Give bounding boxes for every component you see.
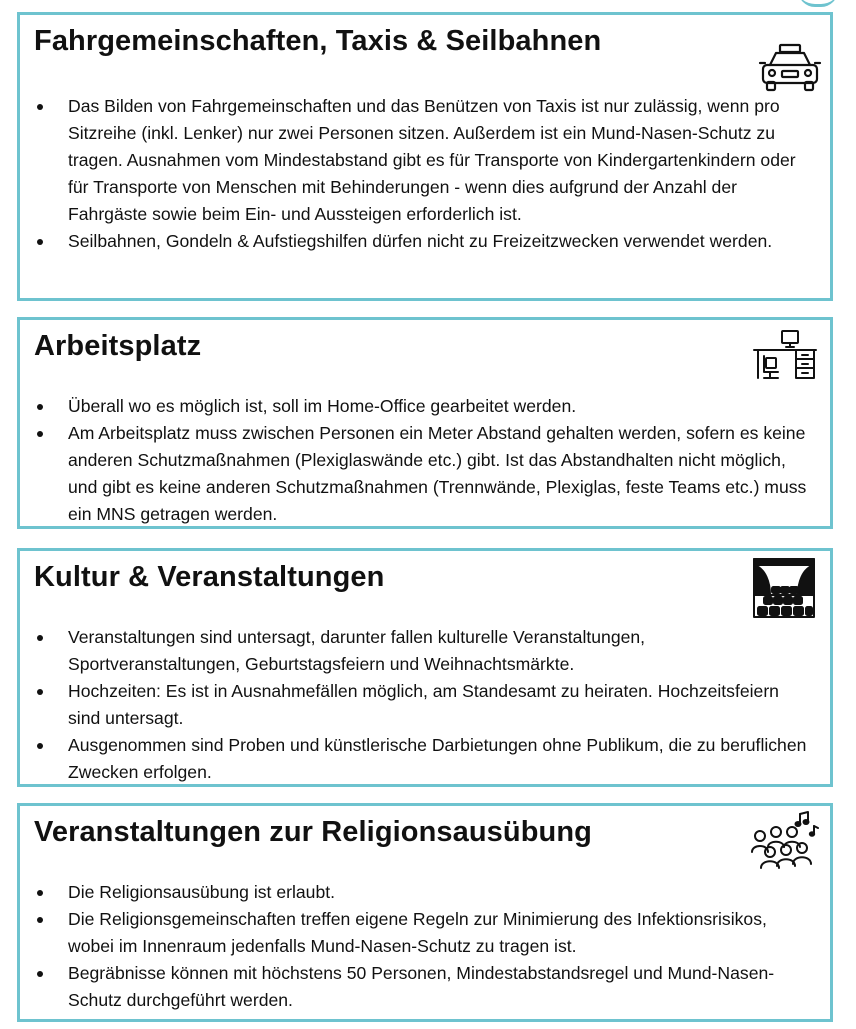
decorative-corner-arc: [798, 0, 838, 7]
bullet-list: [34, 879, 816, 1014]
section-title: Veranstaltungen zur Religionsausübung: [34, 816, 592, 848]
taxi-icon: [758, 41, 822, 97]
bullet-list: [34, 93, 816, 255]
section-card-arbeitsplatz: [17, 317, 833, 529]
office-desk-icon: [752, 328, 818, 382]
section-title: Arbeitsplatz: [34, 330, 202, 362]
list-item: Überall wo es möglich ist, soll im Home-Office gearbeitet werden.: [34, 393, 816, 420]
list-item: Die Religionsgemeinschaften treffen eigene Regeln zur Minimierung des Infektionsrisikos, wobei im Innenraum jedenfalls Mund-Nasen-Schutz zu tragen ist.: [34, 906, 816, 960]
section-card-kultur: [17, 548, 833, 787]
list-item: Veranstaltungen sind untersagt, darunter fallen kulturelle Veranstaltungen, Sportveranstaltungen, Geburtstagsfeiern und Weihnachtsmärkte.: [34, 624, 816, 678]
list-item: Die Religionsausübung ist erlaubt.: [34, 879, 816, 906]
section-card-religion: [17, 803, 833, 1022]
theater-stage-icon: [752, 557, 816, 619]
list-item: Ausgenommen sind Proben und künstlerische Darbietungen ohne Publikum, die zu beruflichen Zwecken erfolgen.: [34, 732, 816, 786]
section-card-fahrgemeinschaften: [17, 12, 833, 301]
list-item: Das Bilden von Fahrgemeinschaften und das Benützen von Taxis ist nur zulässig, wenn pro Sitzreihe (inkl. Lenker) nur zwei Personen sitzen. Außerdem ist ein Mund-Nasen-Schutz zu tragen. Ausnahmen vom Mindestabstand gibt es für Transporte von Kindergartenkindern oder für Transporte von Menschen mit Behinderungen - wenn dies aufgrund der Anzahl der Fahrgäste sowie beim Ein- und Aussteigen erforderlich ist.: [34, 93, 816, 228]
bullet-list: [34, 624, 816, 786]
section-title: Fahrgemeinschaften, Taxis & Seilbahnen: [34, 25, 602, 57]
list-item: Begräbnisse können mit höchstens 50 Personen, Mindestabstandsregel und Mund-Nasen-Schutz durchgeführt werden.: [34, 960, 816, 1014]
list-item: Hochzeiten: Es ist in Ausnahmefällen möglich, am Standesamt zu heiraten. Hochzeitsfeiern sind untersagt.: [34, 678, 816, 732]
bullet-list: [34, 393, 816, 528]
choir-people-music-icon: [748, 810, 824, 870]
list-item: Am Arbeitsplatz muss zwischen Personen ein Meter Abstand gehalten werden, sofern es keine anderen Schutzmaßnahmen (Plexiglaswände etc.) gibt. Ist das Abstandhalten nicht möglich, und gibt es keine anderen Schutzmaßnahmen (Trennwände, Plexiglas, feste Teams etc.) muss ein MNS getragen werden.: [34, 420, 816, 528]
section-title: Kultur & Veranstaltungen: [34, 561, 385, 593]
list-item: Seilbahnen, Gondeln & Aufstiegshilfen dürfen nicht zu Freizeitzwecken verwendet werden.: [34, 228, 816, 255]
